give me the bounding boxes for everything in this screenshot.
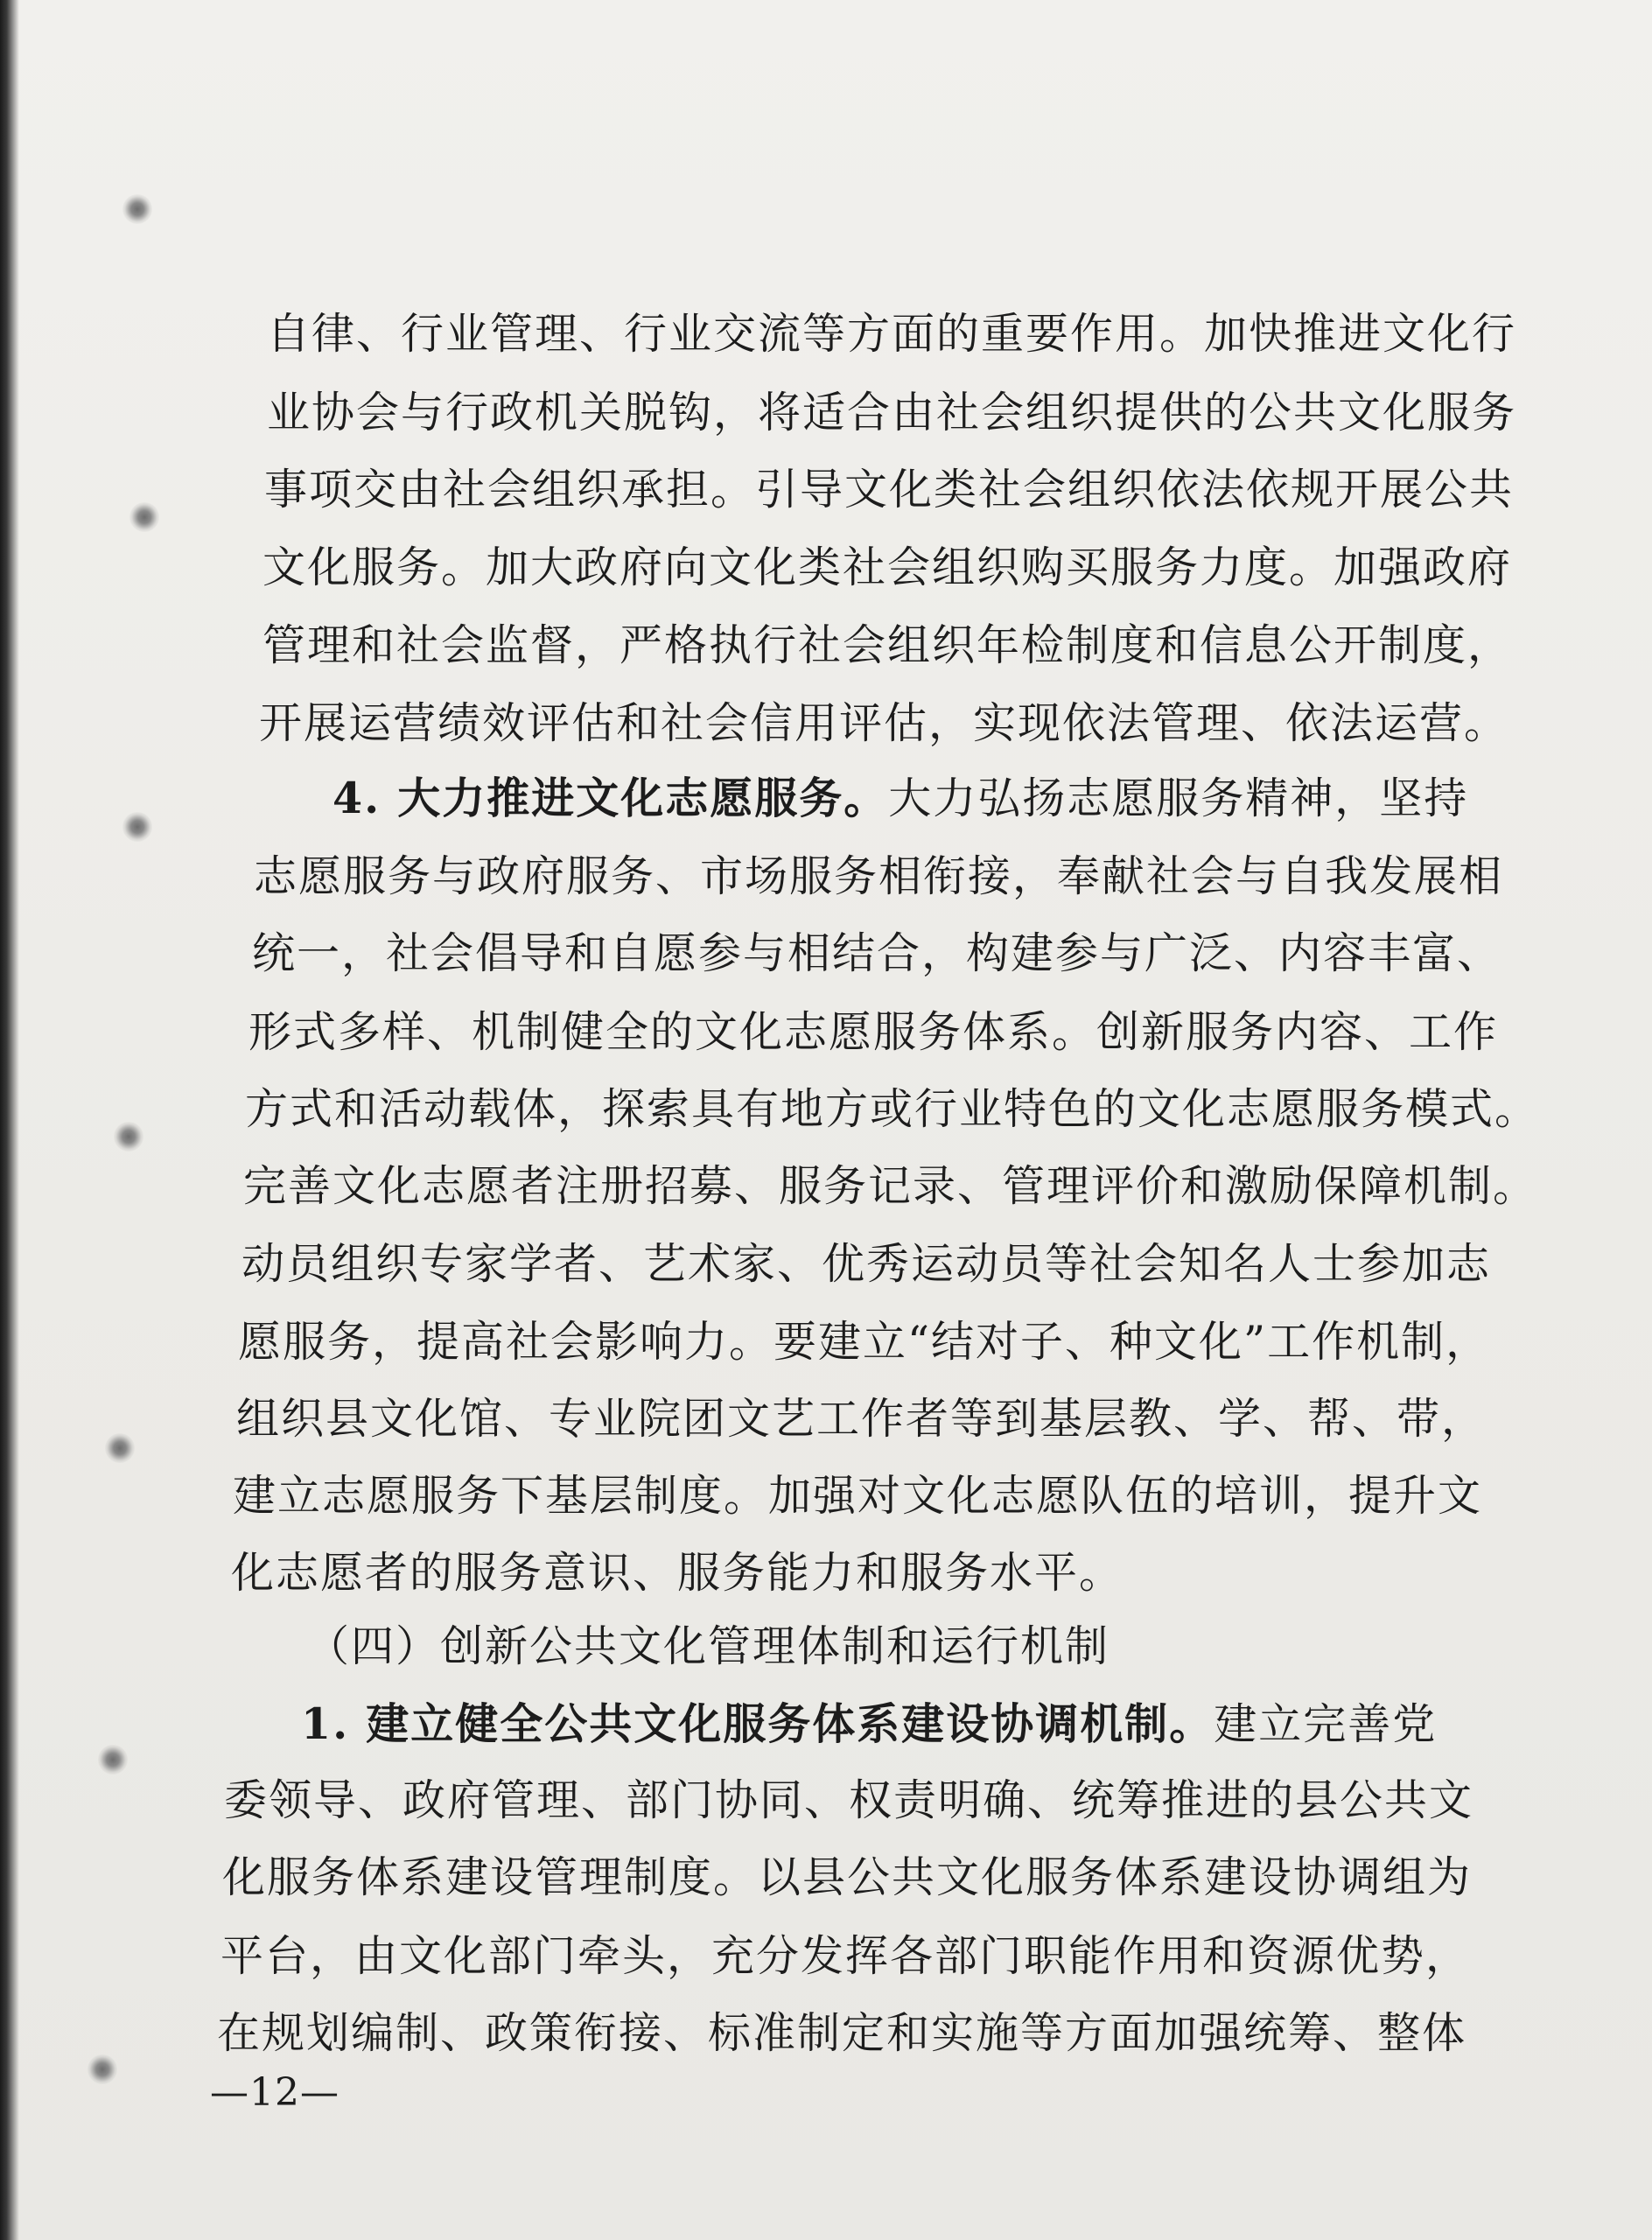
scan-left-edge-shadow — [0, 0, 19, 2240]
page-number: —12— — [210, 2070, 340, 2115]
body-line: 志愿服务与政府服务、市场服务相衔接，奉献社会与自我发展相 — [254, 851, 1504, 901]
body-line: 事项交由社会组织承担。引导文化类社会组织依法依规开展公共 — [264, 465, 1515, 514]
section-1-first-line — [301, 1698, 1437, 1751]
body-line: 统一，社会倡导和自愿参与相结合，构建参与广泛、内容丰富、 — [252, 928, 1502, 978]
binding-hole-mark — [122, 812, 152, 842]
body-line: 化服务体系建设管理制度。以县公共文化服务体系建设协调组为 — [222, 1852, 1473, 1902]
binding-hole-mark — [114, 1122, 144, 1152]
body-line: 文化服务。加大政府向文化类社会组织购买服务力度。加强政府 — [262, 542, 1513, 592]
body-line: 委领导、政府管理、部门协同、权责明确、统筹推进的县公共文 — [224, 1775, 1474, 1825]
binding-hole-mark — [122, 194, 152, 224]
section-1-heading: 1. 建立健全公共文化服务体系建设协调机制。 — [301, 1698, 1214, 1749]
section-1-first-line-text: 建立完善党 — [1214, 1699, 1438, 1749]
binding-hole-mark — [105, 1433, 135, 1463]
binding-hole-mark — [98, 1745, 128, 1774]
section-4-first-line-text: 大力弘扬志愿服务精神，坚持 — [888, 774, 1469, 823]
section-4-heading: 4. 大力推进文化志愿服务。 — [332, 773, 889, 823]
body-line: 在规划编制、政策衔接、标准制定和实施等方面加强统筹、整体 — [217, 2008, 1467, 2058]
body-line: 建立志愿服务下基层制度。加强对文化志愿队伍的培训，提升文 — [233, 1471, 1483, 1521]
body-line: 动员组织专家学者、艺术家、优秀运动员等社会知名人士参加志 — [242, 1239, 1492, 1289]
body-line: 管理和社会监督，严格执行社会组织年检制度和信息公开制度， — [262, 620, 1513, 670]
body-line: 完善文化志愿者注册招募、服务记录、管理评价和激励保障机制。 — [243, 1161, 1538, 1211]
body-line: 业协会与行政机关脱钩，将适合由社会组织提供的公共文化服务 — [267, 388, 1517, 438]
body-line: 自律、行业管理、行业交流等方面的重要作用。加快推进文化行 — [267, 309, 1517, 359]
binding-hole-mark — [88, 2054, 117, 2084]
binding-hole-mark — [130, 502, 159, 532]
subheading: （四）创新公共文化管理体制和运行机制 — [306, 1621, 1110, 1671]
section-4-first-line — [332, 772, 1468, 825]
body-line: 组织县文化馆、专业院团文艺工作者等到基层教、学、帮、带， — [236, 1394, 1487, 1444]
body-line: 化志愿者的服务意识、服务能力和服务水平。 — [231, 1548, 1124, 1598]
body-line: 愿服务，提高社会影响力。要建立“结对子、种文化”工作机制， — [238, 1317, 1491, 1367]
body-line: 开展运营绩效评估和社会信用评估，实现依法管理、依法运营。 — [259, 698, 1509, 748]
body-line: 平台，由文化部门牵头，充分发挥各部门职能作用和资源优势， — [220, 1931, 1471, 1981]
body-line: 方式和活动载体，探索具有地方或行业特色的文化志愿服务模式。 — [245, 1084, 1540, 1134]
body-line: 形式多样、机制健全的文化志愿服务体系。创新服务内容、工作 — [248, 1007, 1499, 1057]
